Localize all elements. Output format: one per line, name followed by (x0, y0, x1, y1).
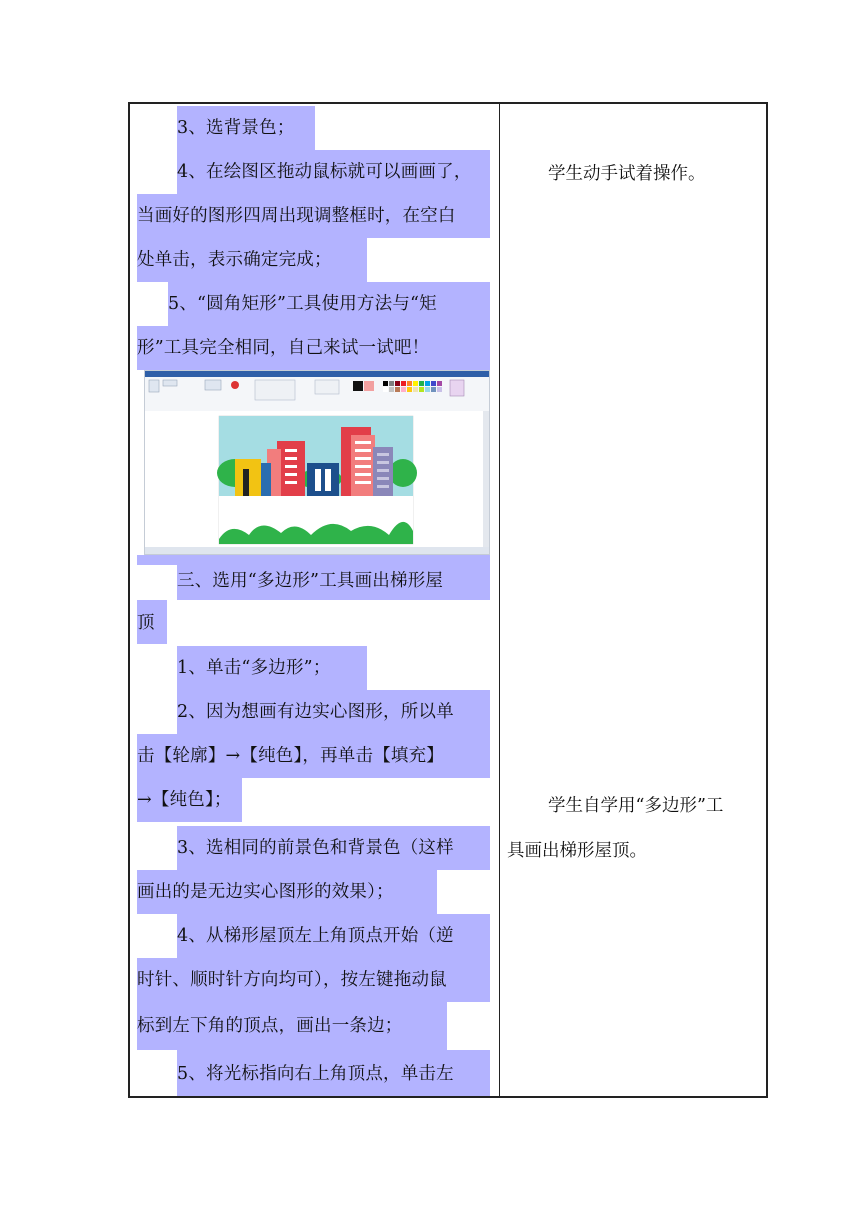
text-line: 击【轮廓】→【纯色】，再单击【填充】 (137, 746, 445, 766)
student-activity-note: 具画出梯形屋顶。 (507, 841, 647, 861)
text-line: 2、因为想画有边实心图形，所以单 (177, 702, 454, 722)
text-line: 当画好的图形四周出现调整框时，在空白 (137, 206, 456, 226)
canvas-scrollbar (483, 411, 489, 549)
section-heading: 三、选用“多边形”工具画出梯形屋 (177, 571, 444, 591)
paint-app-screenshot (144, 370, 490, 555)
text-line: 处单击，表示确定完成； (137, 250, 332, 270)
text-line: 5、将光标指向右上角顶点，单击左 (177, 1064, 454, 1084)
text-line: 标到左下角的顶点，画出一条边； (137, 1016, 403, 1036)
paint-ribbon (145, 377, 489, 412)
text-line: 1、单击“多边形”； (177, 658, 331, 678)
city-drawing (145, 411, 485, 549)
text-line: 形”工具完全相同，自己来试一试吧！ (137, 338, 430, 358)
text-line: 5、“圆角矩形”工具使用方法与“矩 (168, 294, 437, 314)
text-line: 3、选背景色； (177, 118, 295, 138)
text-line: 4、从梯形屋顶左上角顶点开始（逆 (177, 926, 454, 946)
student-activity-note: 学生自学用“多边形”工 (548, 796, 724, 816)
text-line: 4、在绘图区拖动鼠标就可以画画了， (177, 162, 472, 182)
ribbon-tools-icon (145, 377, 490, 411)
paint-status-bar (145, 547, 489, 554)
text-line: 画出的是无边实心图形的效果）； (137, 882, 394, 902)
section-heading: 顶 (137, 613, 155, 633)
text-line: 3、选相同的前景色和背景色（这样 (177, 838, 454, 858)
student-activity-note: 学生动手试着操作。 (548, 164, 706, 184)
text-line: →【纯色】； (137, 790, 232, 810)
column-divider (499, 104, 500, 1096)
text-line: 时针、顺时针方向均可），按左键拖动鼠 (137, 970, 447, 990)
paint-canvas-area (145, 411, 485, 549)
